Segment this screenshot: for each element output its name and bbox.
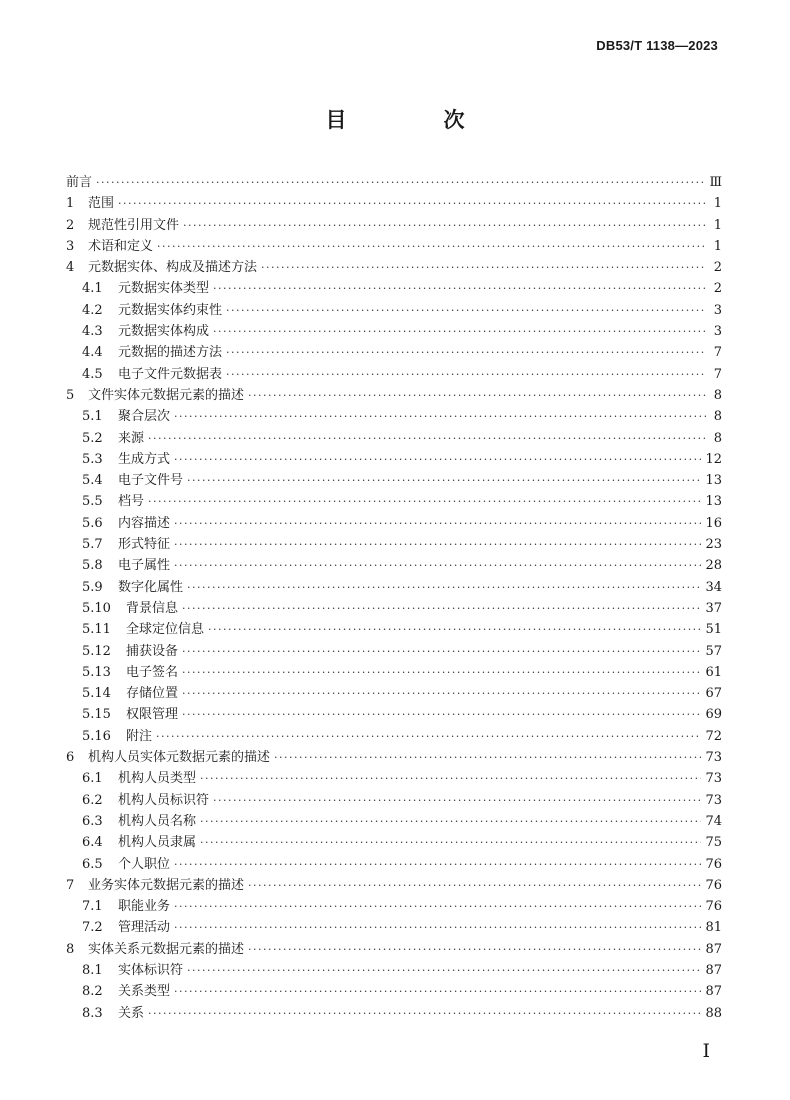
toc-entry-title: 机构人员名称 [118,813,197,829]
toc-entry-number: 5.14 [82,686,111,702]
toc-entry-page: 87 [705,962,722,978]
toc-leader-dots [200,768,701,789]
toc-entry-title: 来源 [118,430,145,446]
toc-entry-number: 4.4 [82,345,103,361]
toc-entry[interactable] [66,428,722,449]
toc-leader-dots [174,896,701,917]
toc-entry-number: 7.2 [82,920,103,936]
toc-entry-page: 69 [705,707,722,723]
toc-entry[interactable] [66,215,722,236]
toc-entry-title: 术语和定义 [88,238,154,254]
toc-entry-page: 72 [705,728,722,744]
toc-entry[interactable] [66,875,722,896]
toc-entry-title: 前言 [66,175,93,190]
toc-entry-title: 电子文件元数据表 [118,366,223,382]
toc-entry[interactable] [66,1003,722,1024]
toc-entry-number: 5.16 [82,728,111,744]
toc-leader-dots [213,790,701,811]
toc-entry-page: 75 [705,835,722,851]
toc-entry-title: 元数据实体约束性 [118,302,223,318]
toc-entry-page: Ⅲ [709,175,722,190]
document-code: DB53/T 1138—2023 [596,38,718,53]
toc-leader-dots [174,449,701,470]
toc-entry-title: 全球定位信息 [126,622,205,638]
toc-leader-dots [248,385,706,406]
toc-entry-title: 业务实体元数据元素的描述 [88,877,245,893]
toc-entry-number: 4.2 [82,302,103,318]
toc-entry[interactable] [66,406,722,427]
toc-entry-number: 5.8 [82,558,103,574]
toc-leader-dots [182,598,701,619]
toc-entry-title: 元数据实体构成 [118,324,210,340]
page-title: 目 次 [325,108,503,132]
toc-entry-title: 个人职位 [118,856,171,872]
toc-entry-title: 生成方式 [118,451,171,467]
toc-entry-page: 57 [705,643,722,659]
toc-entry-page: 8 [713,430,722,446]
toc-entry[interactable] [66,172,722,193]
toc-leader-dots [96,172,705,193]
toc-entry-title: 附注 [126,728,153,744]
toc-entry-page: 23 [705,537,722,553]
toc-entry-number: 6.4 [82,835,103,851]
toc-entry-page: 73 [705,792,722,808]
toc-entry[interactable] [66,726,722,747]
toc-entry-number: 8.3 [82,1005,103,1021]
toc-entry[interactable] [66,577,722,598]
table-of-contents [66,172,722,1024]
toc-leader-dots [187,960,701,981]
toc-entry-number: 4.1 [82,281,103,297]
toc-leader-dots [174,406,706,427]
page-number: I [702,1040,710,1062]
toc-leader-dots [183,215,706,236]
toc-leader-dots [174,917,701,938]
toc-entry[interactable] [66,193,722,214]
toc-leader-dots [156,726,701,747]
toc-entry[interactable] [66,811,722,832]
toc-entry[interactable] [66,470,722,491]
toc-leader-dots [226,342,706,363]
toc-entry-title: 档号 [118,494,145,510]
toc-entry-page: 13 [705,494,722,510]
toc-entry-number: 4.5 [82,366,103,382]
toc-leader-dots [248,875,701,896]
toc-leader-dots [274,747,701,768]
toc-entry-number: 6.5 [82,856,103,872]
toc-leader-dots [148,1003,701,1024]
toc-entry-number: 5.4 [82,473,103,489]
toc-entry-page: 87 [705,941,722,957]
toc-entry-title: 实体标识符 [118,962,184,978]
toc-entry-page: 34 [705,579,722,595]
toc-entry[interactable] [66,747,722,768]
toc-entry-title: 电子文件号 [118,473,184,489]
toc-leader-dots [200,811,701,832]
toc-entry-page: 28 [705,558,722,574]
toc-entry-number: 2 [66,217,75,233]
toc-entry-number: 5.2 [82,430,103,446]
toc-entry-title: 元数据实体、构成及描述方法 [88,260,258,276]
toc-entry-page: 74 [705,813,722,829]
toc-leader-dots [182,662,701,683]
toc-entry-number: 6.3 [82,813,103,829]
toc-leader-dots [182,683,701,704]
toc-entry[interactable] [66,641,722,662]
toc-entry[interactable] [66,236,722,257]
toc-entry-page: 7 [713,345,722,361]
toc-leader-dots [174,854,701,875]
toc-leader-dots [200,832,701,853]
toc-entry-number: 3 [66,238,75,254]
toc-leader-dots [174,513,701,534]
toc-leader-dots [213,321,706,342]
toc-leader-dots [174,555,701,576]
toc-entry[interactable] [66,619,722,640]
toc-entry-number: 8.1 [82,962,103,978]
toc-entry-page: 81 [705,920,722,936]
toc-leader-dots [208,619,701,640]
toc-entry-number: 6.2 [82,792,103,808]
toc-entry-page: 3 [713,302,722,318]
toc-entry-number: 5.1 [82,409,103,425]
toc-leader-dots [213,278,706,299]
toc-entry-number: 4 [66,260,75,276]
toc-entry-title: 关系类型 [118,984,171,1000]
toc-entry-page: 8 [713,387,722,403]
toc-entry[interactable] [66,790,722,811]
toc-entry-page: 76 [705,856,722,872]
toc-leader-dots [157,236,706,257]
toc-entry-title: 存储位置 [126,686,179,702]
toc-entry[interactable] [66,555,722,576]
toc-entry-title: 关系 [118,1005,145,1021]
toc-entry[interactable] [66,491,722,512]
toc-entry-title: 背景信息 [126,600,179,616]
toc-entry[interactable] [66,662,722,683]
toc-entry-number: 5.3 [82,451,103,467]
toc-entry-page: 88 [705,1005,722,1021]
toc-entry-page: 73 [705,750,722,766]
toc-entry-number: 5 [66,387,75,403]
toc-entry-number: 5.11 [82,622,111,638]
toc-entry-number: 7.1 [82,899,103,915]
toc-entry-page: 51 [705,622,722,638]
toc-leader-dots [118,193,706,214]
toc-entry[interactable] [66,385,722,406]
toc-entry-page: 16 [705,515,722,531]
toc-entry-title: 捕获设备 [126,643,179,659]
toc-entry-page: 37 [705,600,722,616]
toc-entry[interactable] [66,939,722,960]
toc-entry-number: 1 [66,196,75,212]
toc-entry-page: 2 [713,281,722,297]
toc-entry-title: 数字化属性 [118,579,184,595]
toc-entry-number: 5.6 [82,515,103,531]
toc-entry-title: 管理活动 [118,920,171,936]
toc-leader-dots [226,300,706,321]
toc-entry-number: 4.3 [82,324,103,340]
toc-leader-dots [187,470,701,491]
toc-entry-title: 内容描述 [118,515,171,531]
toc-entry-number: 5.15 [82,707,111,723]
toc-entry-number: 5.12 [82,643,111,659]
toc-entry-title: 职能业务 [118,899,171,915]
toc-entry[interactable] [66,768,722,789]
toc-entry-number: 6.1 [82,771,103,787]
toc-entry-page: 12 [705,451,722,467]
toc-entry[interactable] [66,854,722,875]
toc-entry[interactable] [66,300,722,321]
toc-entry-title: 形式特征 [118,537,171,553]
toc-leader-dots [261,257,706,278]
toc-entry[interactable] [66,534,722,555]
toc-entry-page: 87 [705,984,722,1000]
toc-entry[interactable] [66,917,722,938]
toc-entry-number: 6 [66,750,75,766]
toc-leader-dots [174,981,701,1002]
toc-leader-dots [226,364,706,385]
toc-entry[interactable] [66,960,722,981]
toc-entry-page: 1 [713,238,722,254]
toc-entry-number: 5.10 [82,600,111,616]
toc-entry-number: 5.13 [82,664,111,680]
toc-entry-page: 1 [713,196,722,212]
toc-entry-number: 5.9 [82,579,103,595]
toc-entry[interactable] [66,257,722,278]
toc-entry-number: 5.7 [82,537,103,553]
toc-entry-number: 8 [66,941,75,957]
toc-leader-dots [248,939,701,960]
toc-entry[interactable] [66,683,722,704]
toc-entry[interactable] [66,364,722,385]
toc-entry-page: 73 [705,771,722,787]
toc-entry-title: 权限管理 [126,707,179,723]
toc-entry[interactable] [66,832,722,853]
toc-entry[interactable] [66,981,722,1002]
toc-entry-number: 7 [66,877,75,893]
toc-entry-page: 7 [713,366,722,382]
toc-entry-title: 文件实体元数据元素的描述 [88,387,245,403]
toc-entry-title: 规范性引用文件 [88,217,180,233]
toc-entry[interactable] [66,342,722,363]
toc-entry[interactable] [66,449,722,470]
toc-entry-title: 电子属性 [118,558,171,574]
toc-leader-dots [148,491,701,512]
toc-entry-page: 3 [713,324,722,340]
toc-entry-title: 元数据的描述方法 [118,345,223,361]
toc-entry-title: 聚合层次 [118,409,171,425]
toc-entry-page: 76 [705,899,722,915]
toc-entry-title: 机构人员实体元数据元素的描述 [88,750,271,766]
toc-entry-title: 元数据实体类型 [118,281,210,297]
toc-entry-title: 机构人员类型 [118,771,197,787]
toc-entry[interactable] [66,896,722,917]
toc-entry[interactable] [66,513,722,534]
toc-entry[interactable] [66,321,722,342]
toc-entry-page: 2 [713,260,722,276]
toc-entry-title: 电子签名 [126,664,179,680]
toc-entry-page: 1 [713,217,722,233]
toc-entry[interactable] [66,704,722,725]
toc-entry-number: 5.5 [82,494,103,510]
toc-entry-page: 13 [705,473,722,489]
toc-leader-dots [182,704,701,725]
toc-entry-title: 实体关系元数据元素的描述 [88,941,245,957]
toc-entry-number: 8.2 [82,984,103,1000]
toc-entry-page: 67 [705,686,722,702]
toc-leader-dots [182,641,701,662]
toc-entry-title: 范围 [88,196,115,212]
toc-entry[interactable] [66,598,722,619]
toc-entry-page: 8 [713,409,722,425]
toc-leader-dots [174,534,701,555]
toc-leader-dots [148,428,706,449]
toc-leader-dots [187,577,701,598]
toc-entry-title: 机构人员隶属 [118,835,197,851]
toc-entry-page: 76 [705,877,722,893]
toc-entry-page: 61 [705,664,722,680]
toc-entry-title: 机构人员标识符 [118,792,210,808]
toc-entry[interactable] [66,278,722,299]
